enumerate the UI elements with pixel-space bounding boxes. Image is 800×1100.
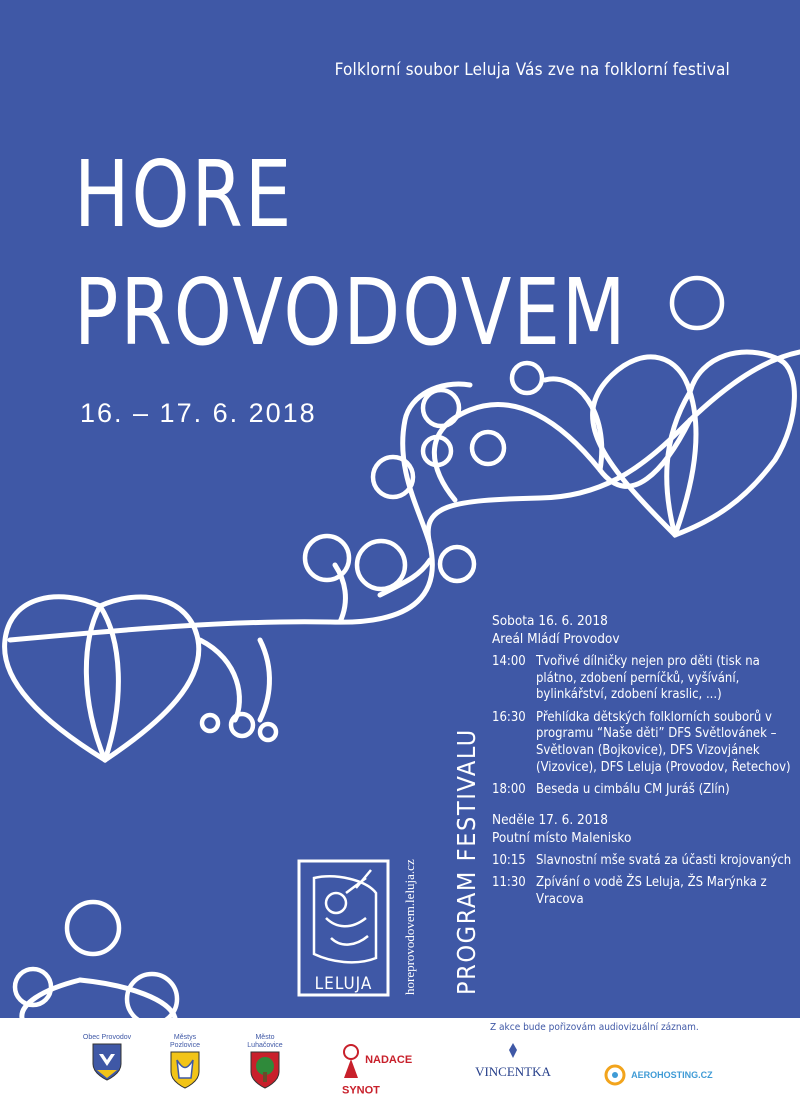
sponsor-aerohosting <box>604 1064 724 1086</box>
sponsor-provodov <box>82 1034 132 1086</box>
event-text: Beseda u cimbálu CM Juráš (Zlín) <box>536 782 730 798</box>
sponsor-vincentka <box>468 1042 558 1080</box>
event-time: 16:30 <box>492 709 526 725</box>
program-schedule <box>492 612 792 909</box>
website-label: horeprovodovem.leluja.cz <box>402 859 417 995</box>
nadace-synot-logo <box>342 1040 360 1080</box>
event-text: Přehlídka dětských folklorních souborů v programu “Naše děti” DFS Světlovánek – Světlovan (Bojkovice), DFS Vizovjánek (Vizovice), DFS Leluja (Provodov, Řetechov) <box>536 709 791 775</box>
festival-title-line1: HORE <box>74 142 294 249</box>
program-event <box>492 875 792 908</box>
leluja-logo <box>296 858 391 998</box>
event-time: 14:00 <box>492 654 526 669</box>
leluja-logo-text: LELUJA <box>314 974 373 994</box>
program-event <box>492 654 792 704</box>
sponsor-nadace-synot <box>342 1040 422 1099</box>
vincentka-logo <box>503 1042 523 1060</box>
event-text: Tvořivé dílničky nejen pro děti (tisk na plátno, zdobení perníčků, vyšívání, bylinkářství, zdobení kraslic, ...) <box>536 654 760 703</box>
sponsor-label: NADACE SYNOT <box>342 1054 413 1097</box>
sponsor-footer <box>0 1018 800 1100</box>
crest-icon <box>91 1042 123 1082</box>
recording-note: Z akce bude pořizovám audiovizuální záznam. <box>490 1022 699 1033</box>
event-time: 10:15 <box>492 852 526 868</box>
sponsor-label: Město Luhačovice <box>247 1034 283 1049</box>
sponsor-label: Městys Pozlovice <box>170 1034 200 1049</box>
day-title-sunday: Neděle 17. 6. 2018 <box>492 811 608 828</box>
program-event <box>492 782 792 799</box>
aerohosting-logo <box>604 1064 626 1086</box>
day-venue-saturday: Areál Mládí Provodov <box>492 631 620 647</box>
invitation-text: Folklorní soubor Leluja Vás zve na folklorní festival <box>334 60 730 80</box>
crest-icon <box>249 1050 281 1090</box>
festival-dates: 16. – 17. 6. 2018 <box>80 398 317 428</box>
program-vertical-label: PROGRAM FESTIVALU <box>452 728 481 995</box>
sponsor-pozlovice <box>160 1034 210 1094</box>
event-text: Zpívání o vodě ŽS Leluja, ŽS Marýnka z Vracova <box>536 875 767 907</box>
day-venue-sunday: Poutní místo Malenisko <box>492 829 632 846</box>
day-title-saturday: Sobota 16. 6. 2018 <box>492 613 608 629</box>
event-time: 18:00 <box>492 782 526 798</box>
program-event <box>492 710 792 776</box>
sponsor-label: VINCENTKA <box>475 1064 551 1079</box>
event-text: Slavnostní mše svatá za účasti krojovaných <box>536 852 792 868</box>
event-time: 11:30 <box>492 875 526 891</box>
crest-icon <box>169 1050 201 1090</box>
festival-title-line2: PROVODOVEM <box>74 260 628 367</box>
sponsor-luhacovice <box>240 1034 290 1094</box>
program-event <box>492 853 792 870</box>
sponsor-label: AEROHOSTING.CZ <box>631 1070 713 1080</box>
sponsor-label: Obec Provodov <box>82 1034 132 1041</box>
